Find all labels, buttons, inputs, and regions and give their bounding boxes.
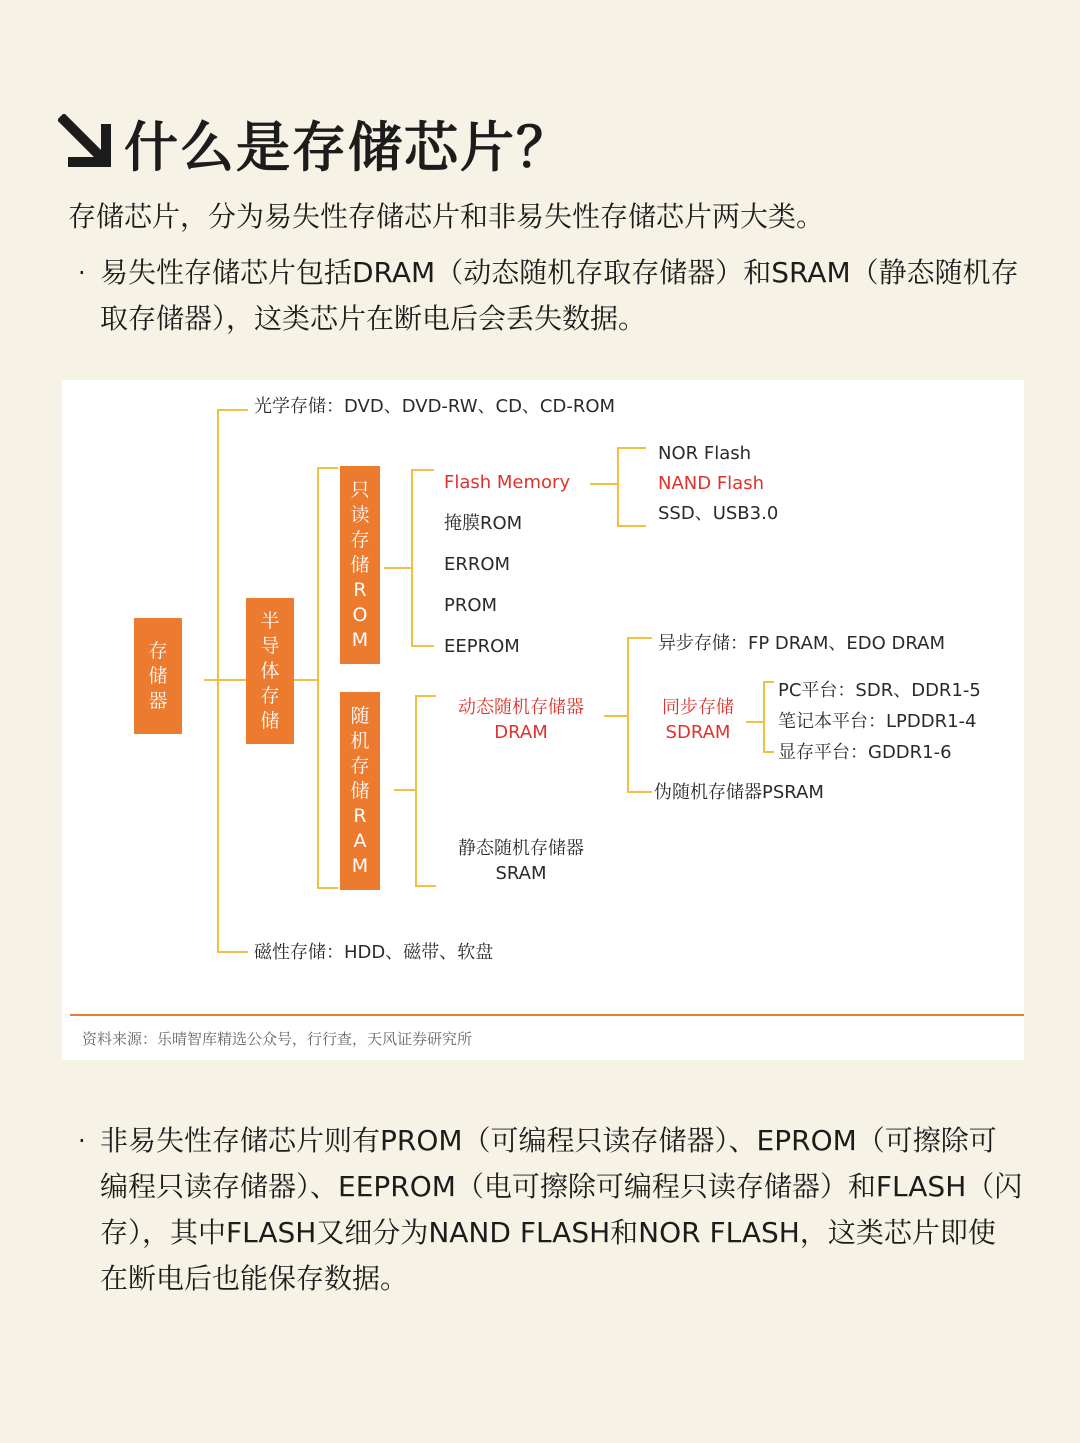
sync-label-cn: 同步存储 bbox=[662, 697, 734, 718]
bullet-nonvolatile bbox=[78, 1118, 1023, 1302]
arrow-down-right-icon bbox=[58, 114, 116, 172]
rom-item-prom: PROM bbox=[444, 595, 498, 616]
rom-item-mask-rom: 掩膜ROM bbox=[444, 513, 523, 534]
sram-label-cn: 静态随机存储器 bbox=[458, 838, 584, 859]
dram-label bbox=[446, 697, 596, 744]
optical-storage-label: 光学存储：DVD、DVD-RW、CD、CD-ROM bbox=[254, 396, 616, 417]
rom-item-flash-memory: Flash Memory bbox=[444, 472, 571, 493]
bullet-volatile-text: 易失性存储芯片包括DRAM（动态随机存取存储器）和SRAM（静态随机存取存储器），这类芯片在断电后会丢失数据。 bbox=[100, 256, 1019, 335]
ram-box: 随 机 存 储 R A M bbox=[340, 692, 380, 890]
semiconductor-box: 半 导 体 存 储 bbox=[246, 598, 294, 744]
page-title: 什么是存储芯片？ bbox=[124, 115, 572, 179]
bullet-nonvolatile-text: 非易失性存储芯片则有PROM（可编程只读存储器）、EPROM（可擦除可编程只读存储器）、EEPROM（电可擦除可编程只读存储器）和FLASH（闪存），其中FLASH又细分为NAND FLASH和NOR FLASH，这类芯片即使在断电后也能保存数据。 bbox=[100, 1124, 1023, 1295]
rom-item-eeprom: EEPROM bbox=[444, 636, 520, 657]
source-note: 资料来源：乐晴智库精选公众号，行行查，天风证券研究所 bbox=[82, 1030, 473, 1048]
dram-label-en: DRAM bbox=[494, 722, 548, 743]
sync-item-laptop: 笔记本平台：LPDDR1-4 bbox=[778, 711, 977, 732]
memory-classification-diagram bbox=[62, 380, 1024, 1060]
flash-item-ssd: SSD、USB3.0 bbox=[658, 503, 779, 524]
intro-text: 存储芯片，分为易失性存储芯片和非易失性存储芯片两大类。 bbox=[68, 200, 825, 233]
flash-item-nor: NOR Flash bbox=[658, 443, 752, 464]
bullet-volatile bbox=[78, 250, 1023, 342]
dram-label-cn: 动态随机存储器 bbox=[458, 697, 584, 718]
sram-label-en: SRAM bbox=[495, 863, 547, 884]
title-row bbox=[58, 108, 572, 178]
sync-storage-label bbox=[652, 697, 744, 744]
bullet-dot: · bbox=[78, 259, 86, 287]
rom-box: 只 读 存 储 R O M bbox=[340, 466, 380, 664]
magnetic-storage-label: 磁性存储：HDD、磁带、软盘 bbox=[254, 942, 494, 963]
root-box-storage: 存 储 器 bbox=[134, 618, 182, 734]
sync-label-en: SDRAM bbox=[665, 722, 731, 743]
rom-item-errom: ERROM bbox=[444, 554, 511, 575]
sync-item-pc: PC平台：SDR、DDR1-5 bbox=[778, 680, 981, 701]
sram-label bbox=[446, 838, 596, 885]
bullet-dot: · bbox=[78, 1127, 86, 1155]
flash-item-nand: NAND Flash bbox=[658, 473, 764, 494]
async-storage-label: 异步存储：FP DRAM、EDO DRAM bbox=[658, 633, 946, 654]
source-divider bbox=[70, 1014, 1024, 1016]
sync-item-gpu: 显存平台：GDDR1-6 bbox=[778, 742, 952, 763]
psram-label: 伪随机存储器PSRAM bbox=[654, 782, 824, 803]
